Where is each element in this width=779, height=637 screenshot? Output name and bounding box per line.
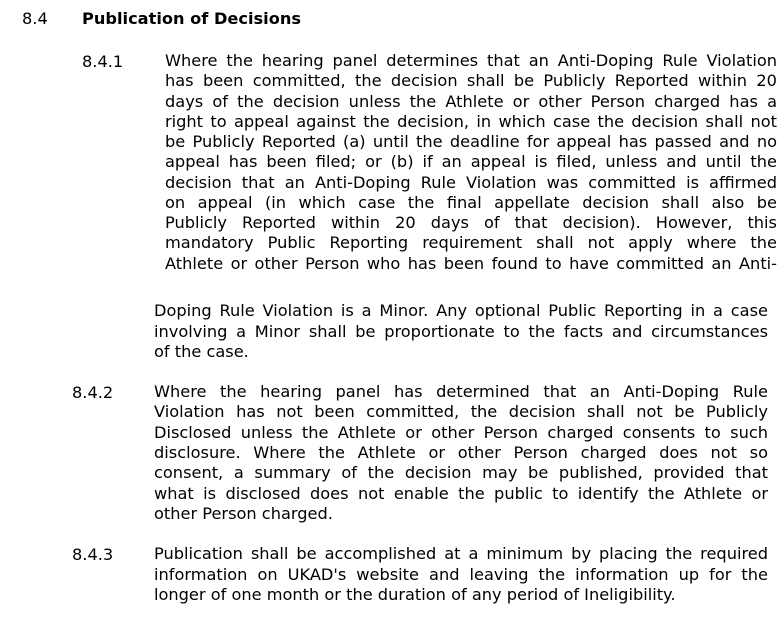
text-line: Violation has not been committed, the decision shall not be Publicly xyxy=(154,402,768,421)
text-line: involving a Minor shall be proportionate to the facts and circumstances xyxy=(154,322,768,341)
text-line: Publicly Reported within 20 days of that decision). However, this xyxy=(165,213,777,232)
text-line: Athlete or other Person who has been found to have committed an Anti- xyxy=(165,254,777,273)
text-line: mandatory Public Reporting requirement shall not apply where the xyxy=(165,233,777,252)
text-line: be Publicly Reported (a) until the deadline for appeal has passed and no xyxy=(165,132,777,151)
text-line: on appeal (in which case the final appellate decision shall also be xyxy=(165,193,777,212)
text-line: Where the hearing panel determines that an Anti-Doping Rule Violation xyxy=(165,51,777,70)
clause-number: 8.4.3 xyxy=(72,545,114,564)
section-title: Publication of Decisions xyxy=(82,9,301,28)
clause-number: 8.4.1 xyxy=(82,52,124,71)
text-line: Doping Rule Violation is a Minor. Any optional Public Reporting in a case xyxy=(154,301,768,320)
text-line: disclosure. Where the Athlete or other Person charged does not so xyxy=(154,443,768,462)
text-line: information on UKAD's website and leaving the information up for the xyxy=(154,565,768,584)
text-line: Publication shall be accomplished at a minimum by placing the required xyxy=(154,544,768,563)
text-line: has been committed, the decision shall be Publicly Reported within 20 xyxy=(165,71,777,90)
text-line: of the case. xyxy=(154,342,249,361)
text-line: decision that an Anti-Doping Rule Violation was committed is affirmed xyxy=(165,173,777,192)
text-line: Where the hearing panel has determined that an Anti-Doping Rule xyxy=(154,382,768,401)
section-number: 8.4 xyxy=(22,9,48,28)
text-line: Disclosed unless the Athlete or other Person charged consents to such xyxy=(154,423,768,442)
text-line: right to appeal against the decision, in which case the decision shall not xyxy=(165,112,777,131)
text-line: consent, a summary of the decision may be published, provided that xyxy=(154,463,768,482)
text-line: other Person charged. xyxy=(154,504,333,523)
text-line: days of the decision unless the Athlete or other Person charged has a xyxy=(165,92,777,111)
text-line: appeal has been filed; or (b) if an appeal is filed, unless and until the xyxy=(165,152,777,171)
clause-number: 8.4.2 xyxy=(72,383,114,402)
text-line: longer of one month or the duration of any period of Ineligibility. xyxy=(154,585,676,604)
text-line: what is disclosed does not enable the public to identify the Athlete or xyxy=(154,484,768,503)
